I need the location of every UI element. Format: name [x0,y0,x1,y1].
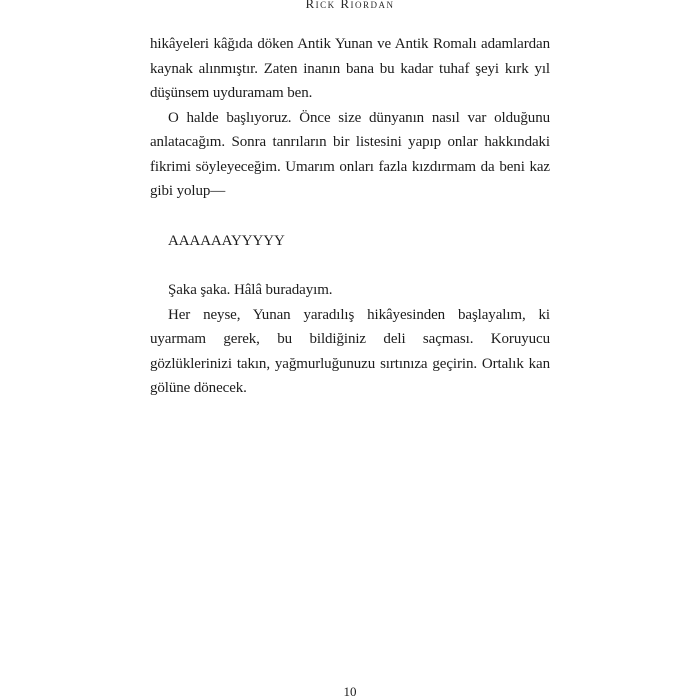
paragraph-beginning: O halde başlıyoruz. Önce size dünyanın nasıl var olduğunu anlatacağım. Sonra tanrıların bir listesini yapıp onlar hakkındaki fikrimi söyleyeceğim. Umarım onları fazla kızdırmam da beni kaz gibi yolup— [150,109,550,199]
paragraph-scream: AAAAAAYYYYY [168,232,285,249]
running-head: Rick Riordan [305,0,395,11]
paragraph-joke: Şaka şaka. Hâlâ buradayım. [168,282,333,298]
body-text [150,32,550,401]
paragraph-continuation: hikâyeleri kâğıda döken Antik Yunan ve Antik Romalı adamlardan kaynak alınmıştır. Zaten inanın bana bu kadar tuhaf şeyi kırk yıl düşünsem uyduramam ben. [150,36,550,101]
paragraph-creation-story: Her neyse, Yunan yaradılış hikâyesinden başlayalım, ki uyarmam gerek, bu bildiğiniz deli saçması. Koruyucu gözlüklerinizi takın, yağmurluğunuzu sırtınıza geçirin. Ortalık kan gölüne dönecek. [150,306,550,396]
page-number: 10 [343,684,357,699]
